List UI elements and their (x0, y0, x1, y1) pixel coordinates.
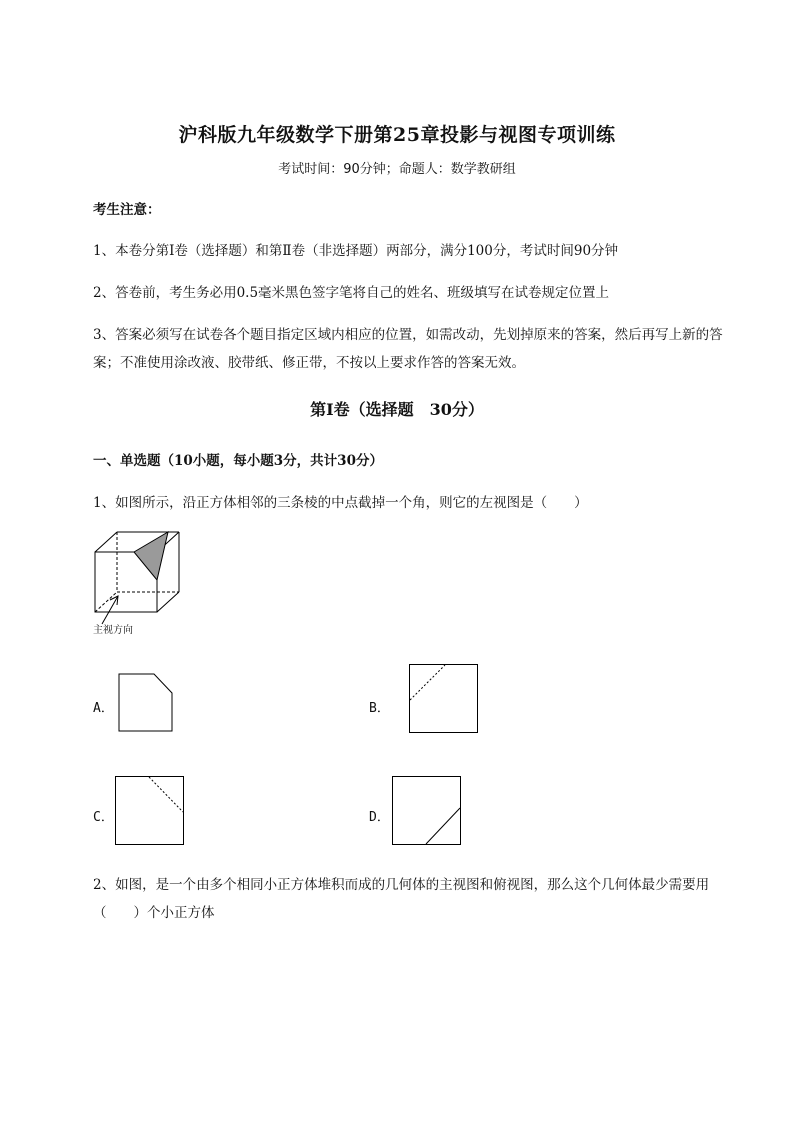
option-c-label[interactable]: C． (93, 810, 114, 825)
option-d-label[interactable]: D． (369, 810, 390, 825)
notice-item-3: 3、答案必须写在试卷各个题目指定区域内相应的位置，如需改动，先划掉原来的答案，然后再写上新的答案；不准使用涂改液、胶带纸、修正带，不按以上要求作答的答案无效。 (93, 327, 723, 371)
view-direction-label: 主视方向 (93, 625, 133, 636)
option-a-figure (118, 673, 174, 733)
question-1-text: 1、如图所示，沿正方体相邻的三条棱的中点截掉一个角，则它的左视图是（ ） (93, 495, 588, 511)
option-b-label[interactable]: B． (369, 701, 390, 716)
option-d-figure (392, 776, 462, 846)
exam-info: 考试时间：90分钟；命题人：数学教研组 (278, 162, 516, 177)
option-b-figure (409, 664, 479, 734)
section-title: 第I卷（选择题 30分） (310, 400, 484, 419)
notice-item-2: 2、答卷前，考生务必用0.5毫米黑色签字笔将自己的姓名、班级填写在试卷规定位置上 (93, 285, 610, 301)
part-heading: 一、单选题（10小题，每小题3分，共计30分） (93, 453, 383, 469)
option-a-label[interactable]: A． (93, 701, 114, 716)
question-2-text: 2、如图，是一个由多个相同小正方体堆积而成的几何体的主视图和俯视图，那么这个几何体最少需要用（ ）个小正方体 (93, 877, 710, 921)
notice-item-1: 1、本卷分第I卷（选择题）和第Ⅱ卷（非选择题）两部分，满分100分，考试时间90分钟 (93, 243, 619, 259)
notice-heading: 考生注意： (93, 202, 161, 218)
option-c-figure (115, 776, 185, 846)
page-title: 沪科版九年级数学下册第25章投影与视图专项训练 (178, 124, 616, 146)
